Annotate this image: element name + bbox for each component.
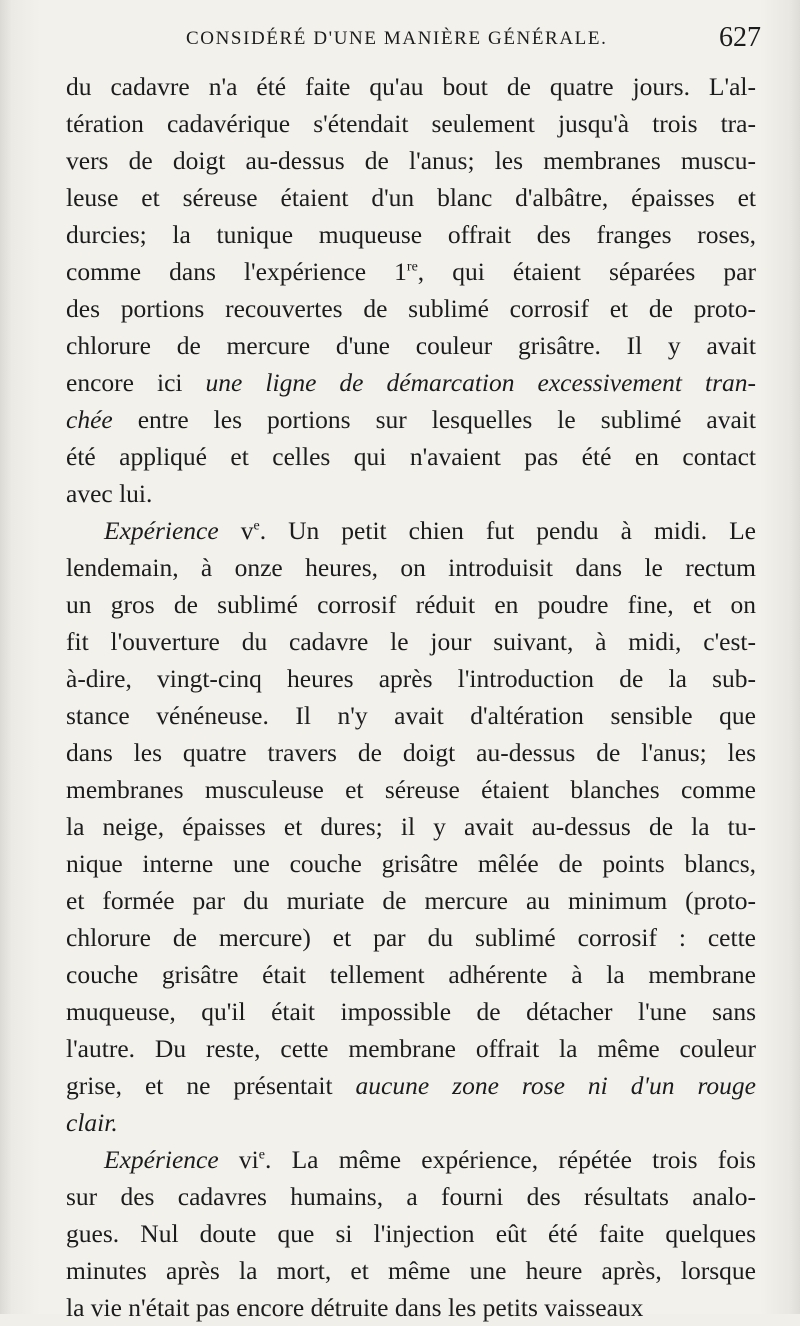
text-line: leuse et séreuse étaient d'un blanc d'albâtre, épaisses et	[66, 183, 756, 212]
line-text: , qui étaient séparées par	[417, 257, 756, 286]
text-line: minutes après la mort, et même une heure après, lorsque	[66, 1256, 756, 1285]
text-line: à-dire, vingt-cinq heures après l'introduction de la sub-	[66, 664, 756, 693]
text-line	[66, 401, 756, 438]
text-line: dans les quatre travers de doigt au-dessus de l'anus; les	[66, 738, 756, 767]
text-line: avec lui.	[66, 479, 153, 508]
text-line: muqueuse, qu'il était impossible de détacher l'une sans	[66, 997, 756, 1026]
text-line: vers de doigt au-dessus de l'anus; les membranes muscu-	[66, 146, 756, 175]
text-line: durcies; la tunique muqueuse offrait des franges roses,	[66, 220, 756, 249]
text-line	[104, 512, 756, 549]
line-text: . Un petit chien fut pendu à midi. Le	[259, 516, 756, 545]
italic-text: aucune zone rose ni d'un rouge	[355, 1071, 756, 1100]
experiment-label: Expérience	[104, 516, 219, 545]
superscript: re	[406, 259, 418, 275]
text-line: gues. Nul doute que si l'injection eût été faite quelques	[66, 1219, 756, 1248]
text-line: la vie n'était pas encore détruite dans les petits vaisseaux	[66, 1293, 644, 1322]
running-title: CONSIDÉRÉ D'UNE MANIÈRE GÉNÉRALE.	[186, 28, 608, 49]
experiment-number: v	[218, 516, 254, 545]
experiment-number: vi	[218, 1145, 259, 1174]
text-line	[66, 253, 756, 290]
text-line: la neige, épaisses et dures; il y avait au-dessus de la tu-	[66, 812, 756, 841]
text-line	[66, 1104, 756, 1141]
page-number: 627	[719, 22, 761, 53]
italic-text: une ligne de démarcation excessivement tran-	[205, 368, 756, 397]
text-line: membranes musculeuse et séreuse étaient blanches comme	[66, 775, 756, 804]
experiment-label: Expérience	[104, 1145, 219, 1174]
text-line: été appliqué et celles qui n'avaient pas été en contact	[66, 442, 756, 471]
superscript: e	[258, 1147, 265, 1163]
line-text: entre les portions sur lesquelles le sublimé avait	[112, 405, 756, 434]
running-head	[186, 22, 761, 53]
text-line: chlorure de mercure d'une couleur grisâtre. Il y avait	[66, 331, 756, 360]
text-line: tération cadavérique s'étendait seulement jusqu'à trois tra-	[66, 109, 756, 138]
italic-text: chée	[66, 405, 113, 434]
text-line: couche grisâtre était tellement adhérente à la membrane	[66, 960, 756, 989]
text-line	[66, 364, 756, 401]
text-line: nique interne une couche grisâtre mêlée de points blancs,	[66, 849, 756, 878]
line-text: . La même expérience, répétée trois fois	[264, 1145, 756, 1174]
text-line: chlorure de mercure) et par du sublimé corrosif : cette	[66, 923, 756, 952]
line-text: grise, et ne présentait	[66, 1071, 356, 1100]
line-text: encore ici	[66, 368, 206, 397]
text-line	[104, 1141, 756, 1178]
text-line: l'autre. Du reste, cette membrane offrait la même couleur	[66, 1034, 756, 1063]
text-line: stance vénéneuse. Il n'y avait d'altération sensible que	[66, 701, 756, 730]
text-line: et formée par du muriate de mercure au minimum (proto-	[66, 886, 756, 915]
italic-text: clair.	[66, 1108, 118, 1137]
text-line: des portions recouvertes de sublimé corrosif et de proto-	[66, 294, 756, 323]
text-line	[66, 1067, 756, 1104]
text-line: du cadavre n'a été faite qu'au bout de quatre jours. L'al-	[66, 72, 756, 101]
text-line: fit l'ouverture du cadavre le jour suivant, à midi, c'est-	[66, 627, 756, 656]
line-text: comme dans l'expérience 1	[66, 257, 407, 286]
text-line: lendemain, à onze heures, on introduisit dans le rectum	[66, 553, 756, 582]
text-line: sur des cadavres humains, a fourni des résultats analo-	[66, 1182, 756, 1211]
text-line: un gros de sublimé corrosif réduit en poudre fine, et on	[66, 590, 756, 619]
superscript: e	[253, 518, 260, 534]
